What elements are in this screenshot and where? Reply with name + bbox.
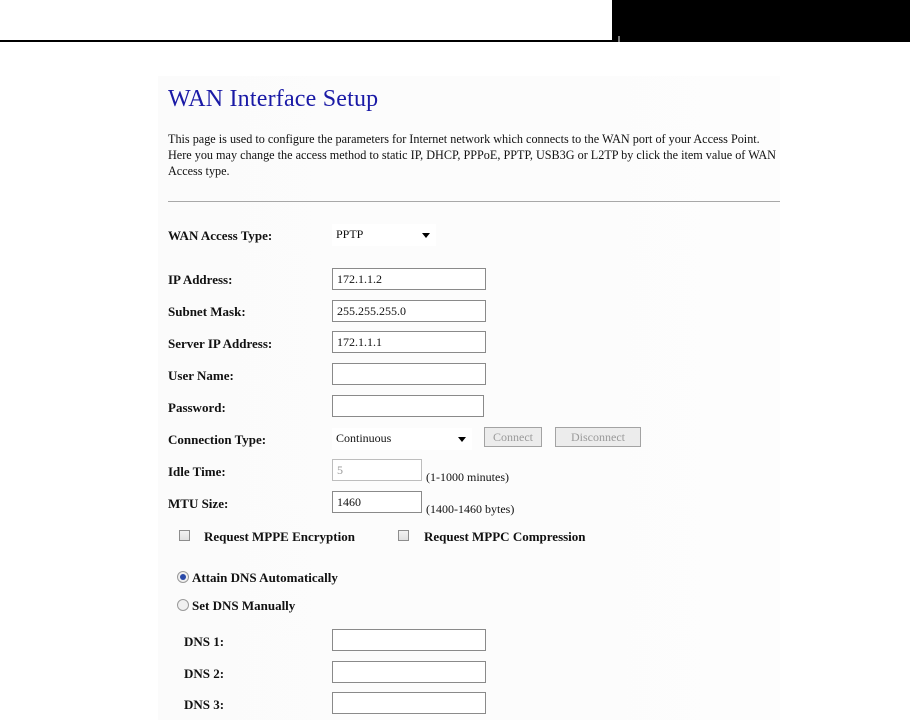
wan-access-type-select[interactable]	[332, 224, 436, 246]
dns1-label: DNS 1:	[184, 634, 225, 649]
header-notch	[618, 36, 620, 42]
mppc-label: Request MPPC Compression	[424, 529, 586, 544]
dns2-input[interactable]	[332, 661, 486, 683]
password-input[interactable]	[332, 395, 484, 417]
connection-type-value: Continuous	[336, 431, 392, 445]
subnet-mask-label: Subnet Mask:	[168, 304, 246, 319]
password-label: Password:	[168, 400, 226, 415]
connect-button[interactable]: Connect	[484, 427, 542, 447]
chevron-down-icon	[422, 233, 430, 238]
wan-access-type-label: WAN Access Type:	[168, 228, 273, 243]
idle-time-label: Idle Time:	[168, 464, 226, 479]
dns-auto-label: Attain DNS Automatically	[192, 570, 338, 585]
user-name-input[interactable]	[332, 363, 486, 385]
mtu-size-label: MTU Size:	[168, 496, 229, 511]
dns3-label: DNS 3:	[184, 697, 225, 712]
disconnect-button[interactable]: Disconnect	[555, 427, 641, 447]
wan-access-type-value: PPTP	[336, 227, 364, 241]
user-name-label: User Name:	[168, 368, 234, 383]
dns2-label: DNS 2:	[184, 666, 225, 681]
connection-type-select[interactable]	[332, 428, 472, 450]
dns-manual-radio[interactable]	[177, 599, 189, 611]
chevron-down-icon	[458, 437, 466, 442]
connection-type-label: Connection Type:	[168, 432, 267, 447]
mppc-checkbox[interactable]	[398, 530, 409, 541]
mtu-size-hint: (1400-1460 bytes)	[426, 502, 515, 516]
page-title: WAN Interface Setup	[168, 86, 379, 112]
server-ip-label: Server IP Address:	[168, 336, 273, 351]
header-black-block	[612, 0, 910, 42]
dns1-input[interactable]	[332, 629, 486, 651]
dns3-input[interactable]	[332, 692, 486, 714]
subnet-mask-input[interactable]	[332, 300, 486, 322]
mppe-label: Request MPPE Encryption	[204, 529, 355, 544]
server-ip-input[interactable]	[332, 331, 486, 353]
page-description: This page is used to configure the parameters for Internet network which connects to the WAN port of your Access Point. Here you may change the access method to static IP, DHCP, PPPoE, PPTP, USB3G or L2TP by click the item value of WAN Access type.	[168, 132, 776, 178]
ip-address-input[interactable]	[332, 268, 486, 290]
idle-time-hint: (1-1000 minutes)	[426, 470, 509, 484]
ip-address-label: IP Address:	[168, 272, 233, 287]
idle-time-input[interactable]	[332, 459, 422, 481]
dns-manual-label: Set DNS Manually	[192, 598, 296, 613]
section-divider	[168, 201, 780, 202]
mppe-checkbox[interactable]	[179, 530, 190, 541]
mtu-size-input[interactable]	[332, 491, 422, 513]
dns-auto-radio[interactable]	[177, 571, 189, 583]
header-rule	[0, 40, 612, 42]
